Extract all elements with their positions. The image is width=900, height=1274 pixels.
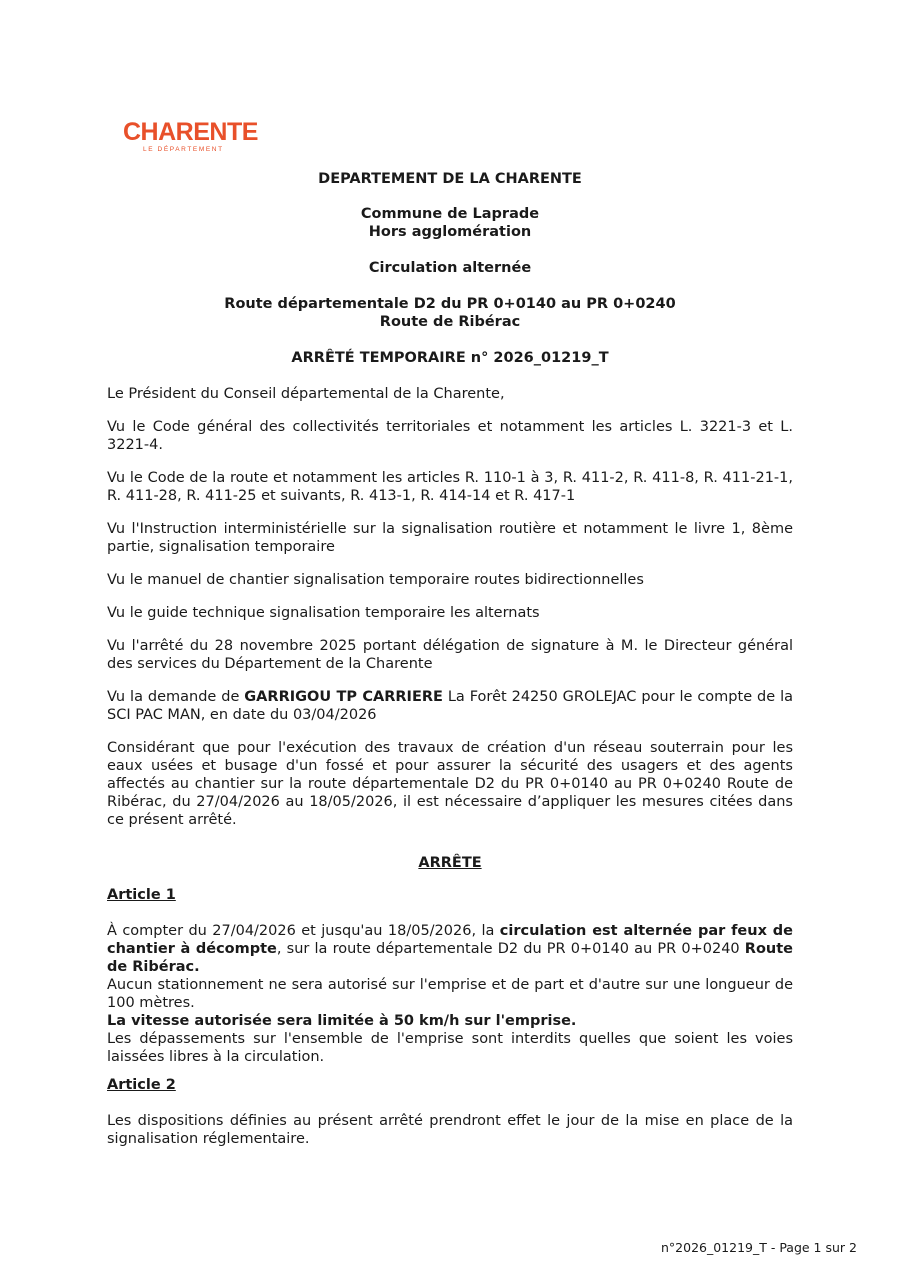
arrete-title: ARRÊTE <box>418 855 482 871</box>
page-footer: n°2026_01219_T - Page 1 sur 2 <box>660 1240 857 1255</box>
company-name: GARRIGOU TP CARRIERE <box>244 689 443 705</box>
article-1-title: Article 1 <box>107 887 176 903</box>
vu-code-route: Vu le Code de la route et notamment les articles R. 110-1 à 3, R. 411-2, R. 411-8, R. 411-21-1, R. 411-28, R. 411-25 et suivants, R. 413-1, R. 414-14 et R. 417-1 <box>107 470 793 504</box>
article-2-body: Les dispositions définies au présent arrêté prendront effet le jour de la mise en place de la signalisation réglementaire. <box>107 1113 793 1147</box>
road-label: Route départementale D2 du PR 0+0140 au PR 0+0240 <box>224 296 676 312</box>
article-1-body <box>107 922 793 1066</box>
logo-wordmark: CHARENTE <box>123 118 258 146</box>
subject-heading: Circulation alternée <box>368 260 532 276</box>
commune-name: Commune de Laprade <box>360 206 540 222</box>
department-heading: DEPARTEMENT DE LA CHARENTE <box>318 171 582 187</box>
vu-cgct: Vu le Code général des collectivités territoriales et notamment les articles L. 3221-3 et L. 3221-4. <box>107 419 793 453</box>
article-1-p1 <box>107 922 793 976</box>
article-1-p1-b: circulation est alternée par feux de chantier à décompte <box>107 923 793 957</box>
article-1-p2: Aucun stationnement ne sera autorisé sur l'emprise et de part et d'autre sur une longueur de 100 mètres. <box>107 977 793 1011</box>
vu-demande <box>107 688 793 724</box>
article-1-p1-a: À compter du 27/04/2026 et jusqu'au 18/05/2026, la <box>107 923 500 939</box>
article-1-p4: Les dépassements sur l'ensemble de l'emprise sont interdits quelles que soient les voies laissées libres à la circulation. <box>107 1031 793 1065</box>
vu-delegation: Vu l'arrêté du 28 novembre 2025 portant délégation de signature à M. le Directeur général des services du Département de la Charente <box>107 638 793 672</box>
logo-subtitle: LE DÉPARTEMENT <box>143 146 224 153</box>
road-name: Route de Ribérac <box>379 314 521 330</box>
vu-guide: Vu le guide technique signalisation temporaire les alternats <box>107 605 540 621</box>
article-1-p1-d: Route de Ribérac. <box>107 941 794 975</box>
article-1-p3 <box>107 1012 793 1030</box>
charente-logo <box>123 120 258 153</box>
vu-manuel: Vu le manuel de chantier signalisation temporaire routes bidirectionnelles <box>107 572 644 588</box>
document-body <box>107 170 793 1158</box>
vu-instruction: Vu l'Instruction interministérielle sur la signalisation routière et notamment le livre 1, 8ème partie, signalisation temporaire <box>107 521 793 555</box>
president-line: Le Président du Conseil départemental de la Charente, <box>107 386 505 402</box>
commune-heading <box>107 205 793 241</box>
zone-label: Hors agglomération <box>368 224 532 240</box>
speed-limit: La vitesse autorisée sera limitée à 50 km/h sur l'emprise. <box>107 1013 577 1029</box>
vu-demande-prefix: Vu la demande de <box>107 689 245 705</box>
vu-demande-suffix: La Forêt 24250 GROLEJAC pour le compte de la SCI PAC MAN, en date du 03/04/2026 <box>107 689 793 723</box>
road-heading <box>107 295 793 331</box>
arrete-number: ARRÊTÉ TEMPORAIRE n° 2026_01219_T <box>291 350 609 366</box>
article-2-title: Article 2 <box>107 1077 176 1093</box>
considerant: Considérant que pour l'exécution des travaux de création d'un réseau souterrain pour les eaux usées et busage d'un fossé et pour assurer la sécurité des usagers et des agents affectés au chantier sur la route départementale D2 du PR 0+0140 au PR 0+0240 Route de Ribérac, du 27/04/2026 au 18/05/2026, il est nécessaire d’appliquer les mesures citées dans ce présent arrêté. <box>107 740 793 828</box>
article-1-p1-c: , sur la route départementale D2 du PR 0+0140 au PR 0+0240 <box>276 941 745 957</box>
